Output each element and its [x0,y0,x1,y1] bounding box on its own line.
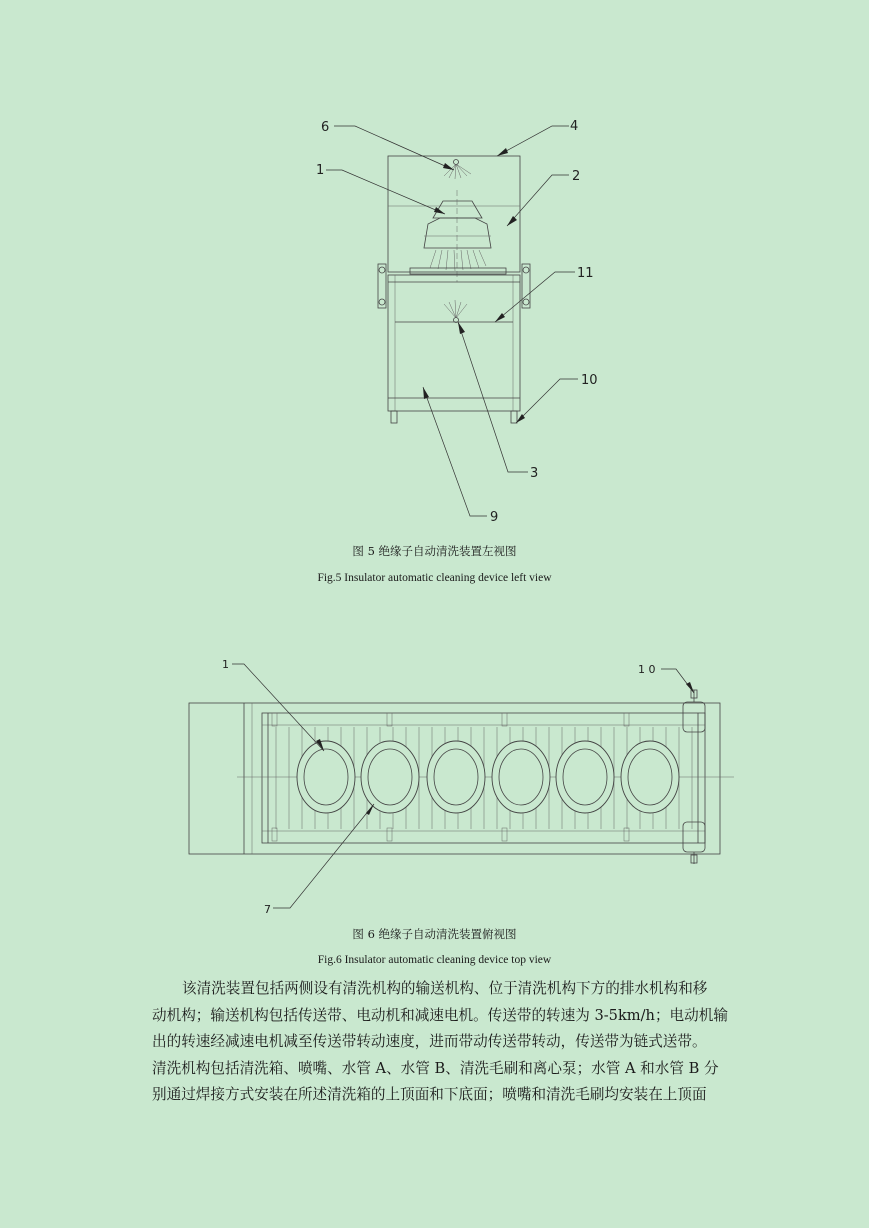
figure-5-left-view-drawing [0,0,869,540]
insulator-ring [621,741,679,813]
fig6-label-7: 7 [264,903,271,916]
figure-5-caption-en: Fig.5 Insulator automatic cleaning device left view [317,572,552,584]
fig5-label-10: 10 [581,373,598,388]
body-line: 清洗机构包括清洗箱、喷嘴、水管 A、水管 B、清洗毛刷和离心泵；水管 A 和水管 B 分 [152,1059,719,1077]
fig5-label-3: 3 [530,466,539,481]
body-line: 别通过焊接方式安装在所述清洗箱的上顶面和下底面；喷嘴和清洗毛刷均安装在上顶面 [152,1086,707,1104]
figure-6-caption-en: Fig.6 Insulator automatic cleaning device top view [317,954,552,966]
insulator-ring [556,741,614,813]
fig5-label-1: 1 [316,163,325,178]
body-paragraph [152,976,742,1109]
figure-6-top-view-drawing [0,640,869,930]
insulator-ring [427,741,485,813]
body-line: 该清洗装置包括两侧设有清洗机构的输送机构、位于清洗机构下方的排水机构和移 [182,980,708,997]
figure-5-caption-cn: 图 5 绝缘子自动清洗装置左视图 [352,544,517,558]
fig5-label-9: 9 [490,510,499,525]
body-line: 动机构；输送机构包括传送带、电动机和减速电机。传送带的转速为 3-5km/h；电动机输 [152,1006,728,1024]
figure-6-caption-cn: 图 6 绝缘子自动清洗装置俯视图 [352,927,517,941]
insulator-ring [492,741,550,813]
fig6-label-10: 1 0 [638,663,656,676]
insulator-ring [361,741,419,813]
fig5-label-4: 4 [570,119,579,134]
insulator-ring [297,741,355,813]
fig5-label-11: 11 [577,266,594,281]
body-line: 出的转速经减速电机减至传送带转动速度，进而带动传送带转动，传送带为链式送带。 [152,1033,707,1051]
fig5-label-6: 6 [321,120,330,135]
fig6-label-1: 1 [222,658,229,671]
fig5-label-2: 2 [572,169,581,184]
